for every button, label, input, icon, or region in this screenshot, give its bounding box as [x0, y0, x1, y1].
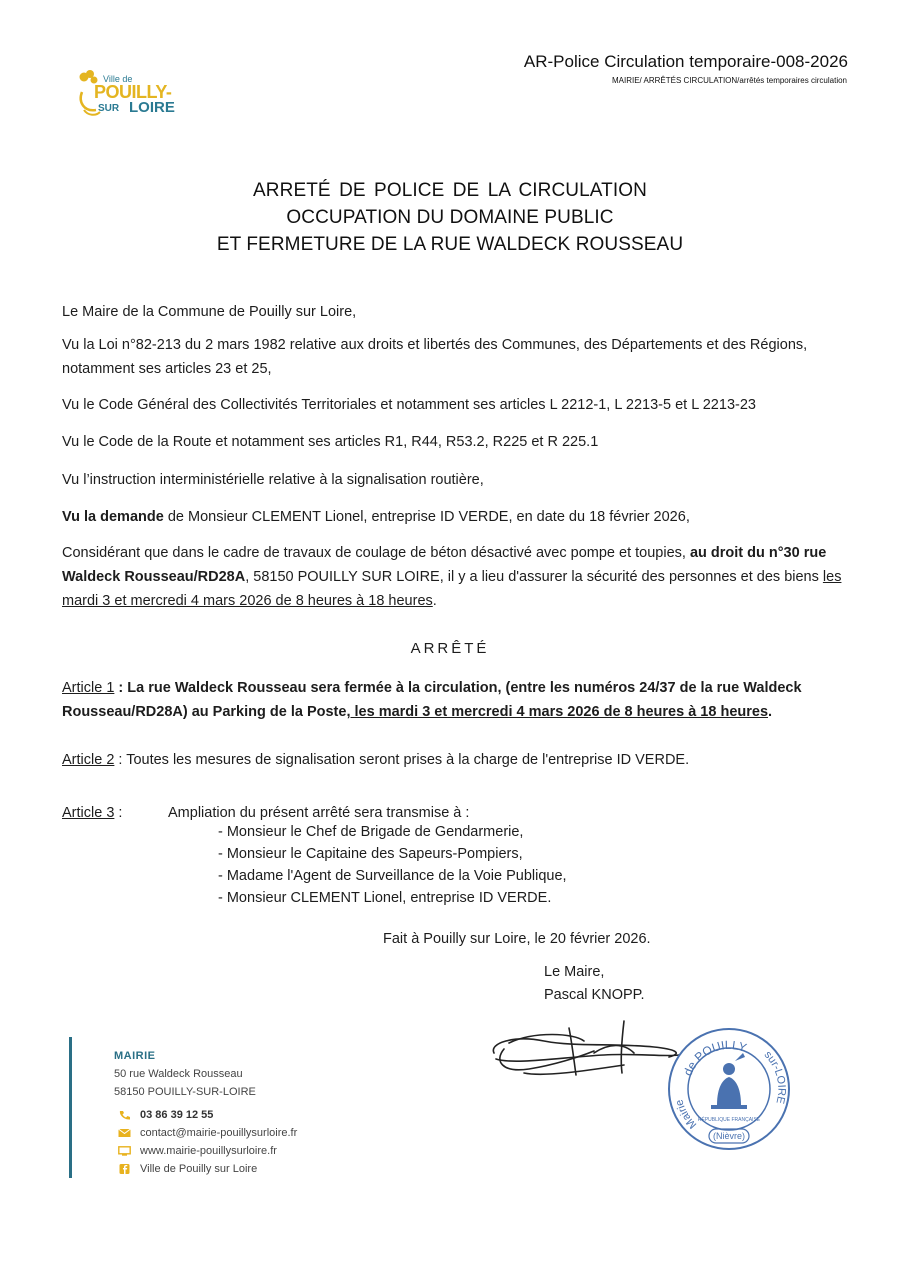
article-1-text: La rue Waldeck Rousseau sera fermée à la circulation, (entre les numéros 24/37 de la rue Waldeck Rousseau/RD28A) au Parking de la Poste [62, 680, 802, 720]
monitor-icon [118, 1146, 131, 1156]
stamp-bottom-text: (Nièvre) [712, 1131, 746, 1141]
stamp-right-text: sur-LOIRE [761, 1048, 788, 1105]
article-1-label: Article 1 [62, 680, 115, 696]
stamp-top-text: de POUILLY [680, 1037, 749, 1078]
vu-demande-bold: Vu la demande [62, 509, 164, 525]
vu-instruction: Vu l’instruction interministérielle relative à la signalisation routière, [62, 472, 484, 488]
considerant-end: . [432, 593, 437, 609]
footer-email-row [118, 1127, 297, 1139]
footer-accent-bar [69, 1037, 72, 1178]
article-1-comma: , [346, 704, 355, 720]
logo-sur: SUR [98, 103, 120, 114]
article-3-label-line [62, 801, 162, 825]
document-reference: AR-Police Circulation temporaire-008-2026 [523, 52, 848, 71]
article-1 [62, 676, 842, 724]
considerant-dates: les mardi 3 et mercredi 4 mars 2026 de 8 heures à 18 heures [62, 569, 842, 609]
footer-facebook[interactable]: Ville de Pouilly sur Loire [140, 1163, 258, 1175]
logo-ville-de: Ville de [103, 74, 133, 84]
title-line-3: ET FERMETURE DE LA RUE WALDECK ROUSSEAU [216, 234, 684, 255]
footer-facebook-row [118, 1163, 257, 1175]
stamp-ribbon-text: RÉPUBLIQUE FRANÇAISE [697, 1117, 761, 1123]
official-stamp [665, 1025, 793, 1153]
article-2-label: Article 2 [62, 752, 115, 768]
stamp-marianne-icon [711, 1053, 747, 1109]
vu-demande-text: de Monsieur CLEMENT Lionel, entreprise ID VERDE, en date du 18 février 2026, [163, 509, 690, 525]
facebook-icon [118, 1164, 131, 1174]
town-logo [74, 68, 189, 120]
signer-block [544, 961, 644, 1007]
article-1-dates: les mardi 3 et mercredi 4 mars 2026 de 8 heures à 18 heures [354, 704, 769, 720]
footer-email[interactable]: contact@mairie-pouillysurloire.fr [140, 1127, 298, 1139]
article-3-sep: : [114, 805, 123, 821]
considerant [62, 541, 842, 613]
footer-title: MAIRIE [114, 1050, 156, 1062]
footer-address-line-2: 58150 POUILLY-SUR-LOIRE [114, 1086, 256, 1098]
recipient-item: - Monsieur le Capitaine des Sapeurs-Pompiers, [218, 846, 523, 862]
recipient-item: - Monsieur CLEMENT Lionel, entreprise ID VERDE. [218, 890, 552, 906]
arrete-heading: ARRÊTÉ [410, 640, 490, 657]
vu-cgct: Vu le Code Général des Collectivités Territoriales et notamment ses articles L 2212-1, L 2213-5 et L 2213-23 [62, 397, 756, 413]
vu-code-route: Vu le Code de la Route et notamment ses articles R1, R44, R53.2, R225 et R 225.1 [62, 434, 599, 450]
vu-loi: Vu la Loi n°82-213 du 2 mars 1982 relative aux droits et libertés des Communes, des Départements et des Régions, notamment ses articles 23 et 25, [62, 337, 808, 377]
footer-website[interactable]: www.mairie-pouillysurloire.fr [140, 1145, 277, 1157]
phone-icon [118, 1110, 131, 1120]
recipient-item: - Madame l'Agent de Surveillance de la Voie Publique, [218, 868, 567, 884]
considerant-text-b: , 58150 POUILLY SUR LOIRE, il y a lieu d'assurer la sécurité des personnes et des biens [245, 569, 823, 585]
footer-phone-row [118, 1109, 213, 1121]
considerant-text-a: Considérant que dans le cadre de travaux de coulage de béton désactivé avec pompe et toupies, [62, 545, 690, 561]
footer-website-row [118, 1145, 277, 1157]
article-2 [62, 748, 842, 772]
document-path: MAIRIE/ ARRÊTÉS CIRCULATION/arrêtés temporaires circulation [611, 76, 847, 85]
article-2-text: : Toutes les mesures de signalisation seront prises à la charge de l'entreprise ID VERDE. [114, 752, 690, 768]
article-1-sep: : [114, 680, 128, 696]
recipient-item: - Monsieur le Chef de Brigade de Gendarmerie, [218, 824, 524, 840]
article-3-label: Article 3 [62, 805, 115, 821]
footer-address-line-1: 50 rue Waldeck Rousseau [114, 1068, 243, 1080]
logo-pouilly: POUILLY- [94, 82, 172, 102]
stamp-left-text: Mairie [673, 1098, 700, 1131]
title-line-1: ARRETÉ DE POLICE DE LA CIRCULATION [253, 180, 647, 201]
signature-image [484, 1013, 694, 1098]
signer-role: Le Maire, [544, 964, 605, 980]
signer-name: Pascal KNOPP. [544, 987, 645, 1003]
mail-icon [118, 1128, 131, 1138]
fait-a: Fait à Pouilly sur Loire, le 20 février 2026. [383, 931, 651, 947]
logo-loire: LOIRE [129, 99, 175, 116]
considerant-location: au droit du n°30 rue Waldeck Rousseau/RD28A [62, 545, 827, 585]
vu-demande [62, 505, 842, 529]
title-line-2: OCCUPATION DU DOMAINE PUBLIC [286, 207, 614, 228]
footer-phone[interactable]: 03 86 39 12 55 [140, 1109, 214, 1121]
article-1-end: . [768, 704, 773, 720]
mayor-statement: Le Maire de la Commune de Pouilly sur Loire, [62, 304, 357, 320]
article-3-intro: Ampliation du présent arrêté sera transmise à : [168, 805, 470, 821]
